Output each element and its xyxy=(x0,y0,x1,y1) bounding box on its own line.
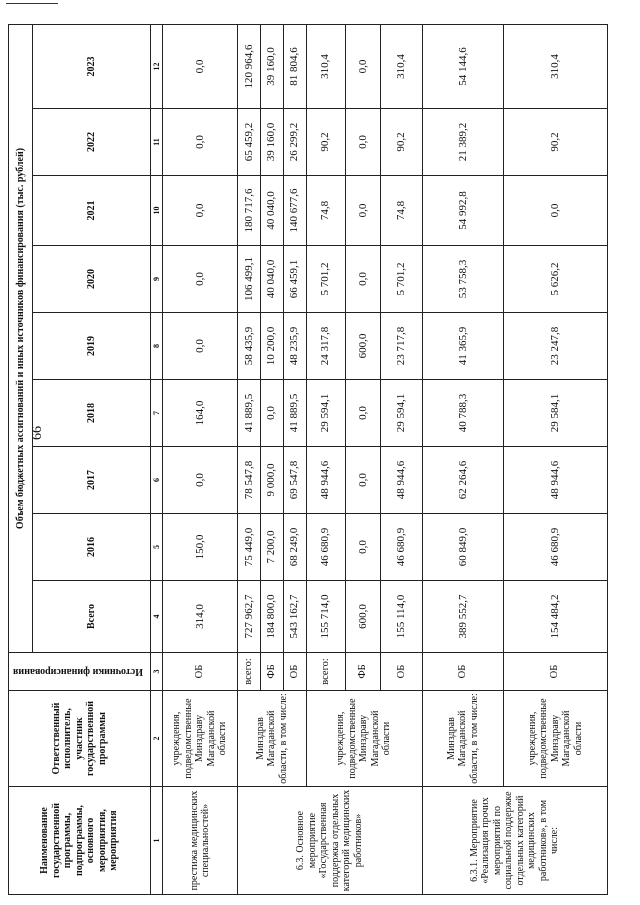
value-cell: 150,0 xyxy=(163,514,238,581)
index-cell: 4 xyxy=(150,581,162,653)
value-cell: 90,2 xyxy=(503,109,607,176)
header-year: 2021 xyxy=(33,176,150,246)
value-cell: 7 200,0 xyxy=(260,514,283,581)
value-cell: 65 459,2 xyxy=(238,109,261,176)
header-funding-group: Объем бюджетных ассигнований и иных источников финансирования (тыс. рублей) xyxy=(9,25,33,653)
value-cell: 40 040,0 xyxy=(260,176,283,246)
value-cell: 54 992,8 xyxy=(422,176,503,246)
source-cell: ОБ xyxy=(163,653,238,691)
header-source: Источники финансирования xyxy=(9,653,151,691)
item-name: 6.3. Основное мероприятие «Государственная поддержка отдельных категорий медицинских работников» xyxy=(238,787,423,895)
value-cell: 40 040,0 xyxy=(260,246,283,313)
value-cell: 0,0 xyxy=(163,109,238,176)
value-cell: 5 701,2 xyxy=(306,246,345,313)
header-year: 2023 xyxy=(33,25,150,109)
index-cell: 11 xyxy=(150,109,162,176)
item-name: 6.3.1. Мероприятие «Реализация прочих мероприятий по социальной поддержке отдельных категорий медицинских работников», в том числе: xyxy=(422,787,607,895)
value-cell: 0,0 xyxy=(163,447,238,514)
value-cell: 60 849,0 xyxy=(422,514,503,581)
value-cell: 155 114,0 xyxy=(381,581,423,653)
executor: Минздрав Магаданской области, в том числе: xyxy=(238,691,307,787)
header-year: 2016 xyxy=(33,514,150,581)
header-executor: Ответственный исполнитель, участник государственной программы xyxy=(9,691,151,787)
value-cell: 39 160,0 xyxy=(260,109,283,176)
value-cell: 41 365,9 xyxy=(422,313,503,380)
item-name: престижа медицинских специальностей» xyxy=(163,787,238,895)
value-cell: 40 788,3 xyxy=(422,380,503,447)
header-year: 2020 xyxy=(33,246,150,313)
header-name: Наименование государственной программы, подпрограммы, основного мероприятия, мероприятия xyxy=(9,787,151,895)
value-cell: 66 459,1 xyxy=(283,246,306,313)
value-cell: 39 160,0 xyxy=(260,25,283,109)
top-rule xyxy=(6,3,58,4)
funding-table xyxy=(8,24,608,895)
value-cell: 10 200,0 xyxy=(260,313,283,380)
value-cell: 180 717,6 xyxy=(238,176,261,246)
value-cell: 46 680,9 xyxy=(381,514,423,581)
value-cell: 29 594,1 xyxy=(381,380,423,447)
value-cell: 120 964,6 xyxy=(238,25,261,109)
value-cell: 0,0 xyxy=(346,514,381,581)
index-cell: 7 xyxy=(150,380,162,447)
table-row xyxy=(163,25,238,895)
index-cell: 2 xyxy=(150,691,162,787)
value-cell: 314,0 xyxy=(163,581,238,653)
executor: Минздрав Магаданской области, в том числе: xyxy=(422,691,503,787)
value-cell: 48 235,9 xyxy=(283,313,306,380)
header-year: 2022 xyxy=(33,109,150,176)
header-total: Всего xyxy=(33,581,150,653)
executor: учреждения, подведомственные Минздраву Магаданской области xyxy=(306,691,422,787)
value-cell: 68 249,0 xyxy=(283,514,306,581)
value-cell: 41 889,5 xyxy=(283,380,306,447)
source-cell: ФБ xyxy=(346,653,381,691)
source-cell: ОБ xyxy=(381,653,423,691)
value-cell: 5 701,2 xyxy=(381,246,423,313)
value-cell: 310,4 xyxy=(381,25,423,109)
value-cell: 389 552,7 xyxy=(422,581,503,653)
value-cell: 0,0 xyxy=(163,313,238,380)
source-cell: ОБ xyxy=(503,653,607,691)
value-cell: 310,4 xyxy=(503,25,607,109)
page-number: 66 xyxy=(30,426,45,440)
index-cell: 1 xyxy=(150,787,162,895)
value-cell: 74,8 xyxy=(306,176,345,246)
value-cell: 310,4 xyxy=(306,25,345,109)
value-cell: 600,0 xyxy=(346,581,381,653)
table-row xyxy=(422,25,503,895)
value-cell: 48 944,6 xyxy=(306,447,345,514)
value-cell: 184 800,0 xyxy=(260,581,283,653)
value-cell: 90,2 xyxy=(306,109,345,176)
value-cell: 48 944,6 xyxy=(381,447,423,514)
value-cell: 62 264,6 xyxy=(422,447,503,514)
value-cell: 54 144,6 xyxy=(422,25,503,109)
value-cell: 23 247,8 xyxy=(503,313,607,380)
value-cell: 0,0 xyxy=(346,25,381,109)
table-row xyxy=(503,25,607,895)
header-year: 2018 xyxy=(33,380,150,447)
value-cell: 29 594,1 xyxy=(306,380,345,447)
value-cell: 24 317,8 xyxy=(306,313,345,380)
index-row xyxy=(150,25,162,895)
table-row xyxy=(238,25,261,895)
value-cell: 9 000,0 xyxy=(260,447,283,514)
table-row xyxy=(306,25,345,895)
value-cell: 23 717,8 xyxy=(381,313,423,380)
value-cell: 0,0 xyxy=(346,380,381,447)
value-cell: 5 626,2 xyxy=(503,246,607,313)
index-cell: 10 xyxy=(150,176,162,246)
header-year: 2017 xyxy=(33,447,150,514)
source-cell: ОБ xyxy=(283,653,306,691)
index-cell: 12 xyxy=(150,25,162,109)
index-cell: 3 xyxy=(150,653,162,691)
source-cell: ФБ xyxy=(260,653,283,691)
index-cell: 5 xyxy=(150,514,162,581)
value-cell: 53 758,3 xyxy=(422,246,503,313)
value-cell: 75 449,0 xyxy=(238,514,261,581)
value-cell: 90,2 xyxy=(381,109,423,176)
value-cell: 0,0 xyxy=(503,176,607,246)
source-cell: всего: xyxy=(306,653,345,691)
value-cell: 0,0 xyxy=(346,176,381,246)
executor: учреждения, подведомственные Минздраву Магаданской области xyxy=(503,691,607,787)
index-cell: 9 xyxy=(150,246,162,313)
value-cell: 29 584,1 xyxy=(503,380,607,447)
value-cell: 74,8 xyxy=(381,176,423,246)
value-cell: 26 299,2 xyxy=(283,109,306,176)
funding-table-sheet xyxy=(8,25,608,895)
index-cell: 8 xyxy=(150,313,162,380)
value-cell: 0,0 xyxy=(346,447,381,514)
value-cell: 46 680,9 xyxy=(306,514,345,581)
value-cell: 46 680,9 xyxy=(503,514,607,581)
source-cell: всего: xyxy=(238,653,261,691)
value-cell: 41 889,5 xyxy=(238,380,261,447)
value-cell: 81 804,6 xyxy=(283,25,306,109)
header-year: 2019 xyxy=(33,313,150,380)
value-cell: 58 435,9 xyxy=(238,313,261,380)
value-cell: 69 547,8 xyxy=(283,447,306,514)
value-cell: 0,0 xyxy=(163,246,238,313)
value-cell: 543 162,7 xyxy=(283,581,306,653)
value-cell: 600,0 xyxy=(346,313,381,380)
value-cell: 0,0 xyxy=(163,25,238,109)
executor: учреждения, подведомственные Минздраву Магаданской области xyxy=(163,691,238,787)
value-cell: 21 389,2 xyxy=(422,109,503,176)
value-cell: 0,0 xyxy=(163,176,238,246)
source-cell: ОБ xyxy=(422,653,503,691)
header-row-1 xyxy=(9,25,33,895)
value-cell: 164,0 xyxy=(163,380,238,447)
value-cell: 106 499,1 xyxy=(238,246,261,313)
value-cell: 0,0 xyxy=(260,380,283,447)
value-cell: 0,0 xyxy=(346,109,381,176)
value-cell: 727 962,7 xyxy=(238,581,261,653)
value-cell: 78 547,8 xyxy=(238,447,261,514)
value-cell: 154 484,2 xyxy=(503,581,607,653)
value-cell: 0,0 xyxy=(346,246,381,313)
value-cell: 155 714,0 xyxy=(306,581,345,653)
index-cell: 6 xyxy=(150,447,162,514)
value-cell: 48 944,6 xyxy=(503,447,607,514)
value-cell: 140 677,6 xyxy=(283,176,306,246)
